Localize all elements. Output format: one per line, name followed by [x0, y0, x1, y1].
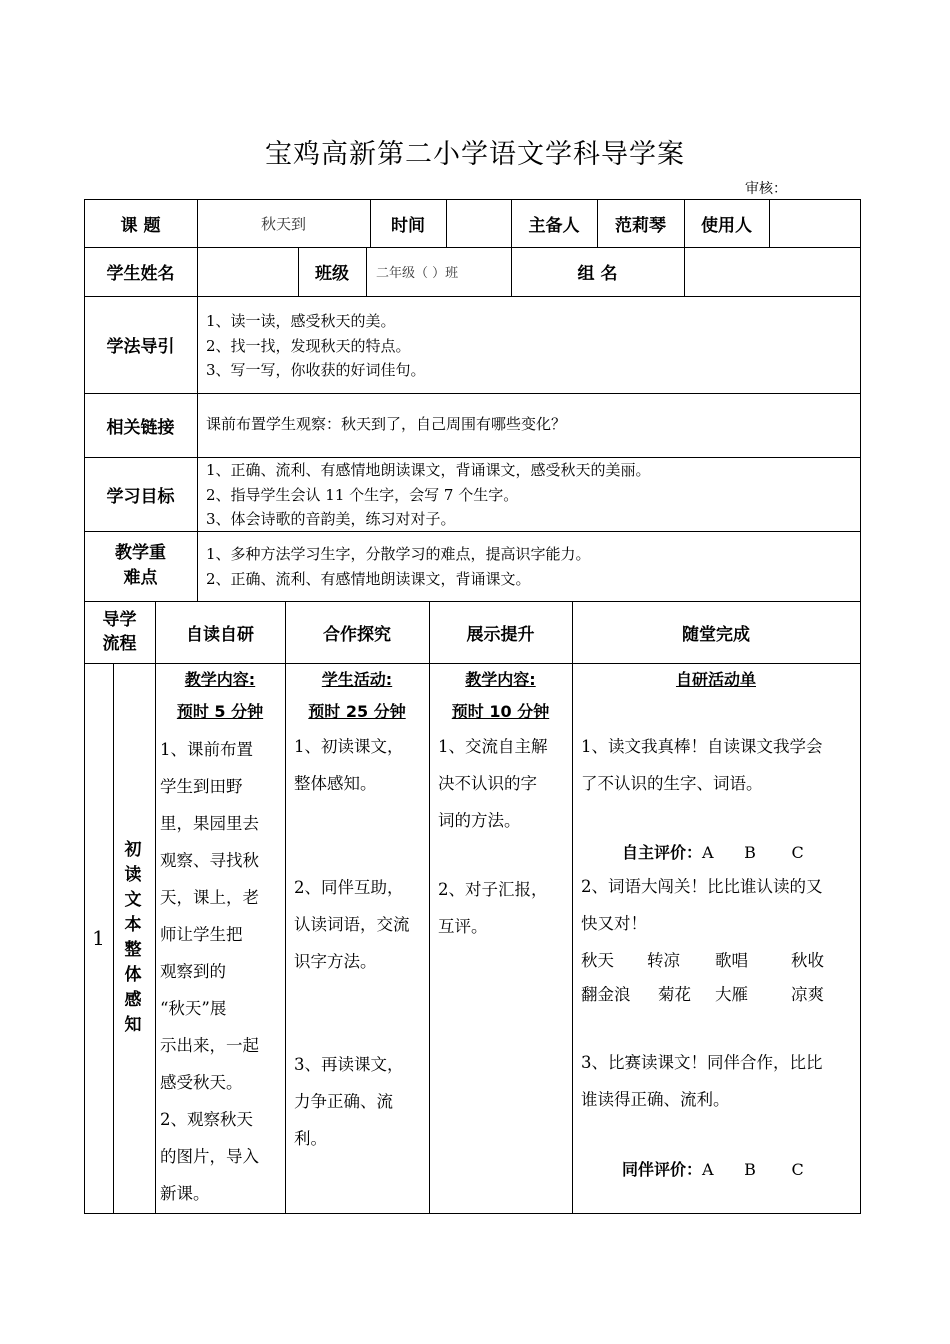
peer-eval — [622, 1157, 804, 1180]
complete-item-2: 2、词语大闯关！比比谁认读的又 快又对！ — [581, 877, 823, 933]
col-complete: 随堂完成 — [682, 624, 750, 645]
goals-list — [206, 458, 651, 532]
word-list — [581, 944, 857, 1012]
show-item-1: 1、交流自主解 决不认识的字 词的方法。 — [438, 737, 548, 830]
goals-label: 学习目标 — [106, 486, 175, 507]
word-item: 大雁 — [715, 985, 748, 1004]
self-eval — [622, 840, 804, 863]
self-read-time: 预时 5 分钟 — [176, 702, 264, 721]
self-read-header: 教学内容: — [184, 670, 256, 689]
word-item: 凉爽 — [791, 985, 824, 1004]
topic-value: 秋天到 — [260, 214, 306, 233]
review-label: 审核： — [745, 181, 787, 197]
group-label: 组 名 — [577, 264, 618, 284]
focus-item: 1、多种方法学习生字，分散学习的难点，提高识字能力。 — [206, 545, 591, 563]
word-item: 秋收 — [791, 951, 824, 970]
method-list — [206, 309, 426, 383]
peer-eval-options[interactable]: A B C — [702, 1160, 804, 1179]
show-header: 教学内容: — [465, 670, 536, 689]
link-label: 相关链接 — [106, 417, 175, 438]
topic-label: 课 题 — [120, 215, 161, 236]
cooperate-item-1: 1、初读课文， 整体感知。 — [294, 737, 404, 793]
prep-value: 范莉琴 — [615, 215, 666, 236]
word-item: 歌唱 — [715, 951, 748, 970]
time-field[interactable] — [446, 199, 511, 247]
self-read-text: 1、课前布置 学生到田野 里，果园里去 观察、寻找秋 天，课上，老 师让学生把 观察到的 “秋天”展 示出来，一起 感受秋天。 2、观察秋天 的图片，导入 新课。 — [160, 740, 259, 1203]
show-content — [434, 666, 567, 731]
cooperate-time: 预时 25 分钟 — [308, 702, 406, 721]
method-item: 1、读一读，感受秋天的美。 — [206, 312, 396, 330]
goal-item: 2、指导学生会认 11 个生字，会写 7 个生字。 — [206, 485, 519, 504]
time-label: 时间 — [391, 215, 425, 236]
goal-item: 1、正确、流利、有感情地朗读课文，背诵课文，感受秋天的美丽。 — [206, 461, 651, 479]
flow-label: 导学 流程 — [102, 610, 137, 654]
self-eval-options[interactable]: A B C — [702, 843, 804, 862]
self-read-content — [160, 666, 280, 1212]
cooperate-header: 学生活动: — [321, 670, 393, 689]
prep-label: 主备人 — [528, 215, 580, 236]
user-field[interactable] — [769, 199, 860, 247]
word-item: 菊花 — [658, 985, 691, 1004]
complete-header: 自研活动单 — [675, 670, 756, 689]
link-text: 课前布置学生观察：秋天到了，自己周围有哪些变化？ — [206, 415, 567, 433]
student-name-label: 学生姓名 — [106, 264, 175, 284]
focus-item: 2、正确、流利、有感情地朗读课文，背诵课文。 — [206, 569, 531, 588]
word-item: 转凉 — [647, 951, 680, 970]
class-label: 班级 — [315, 264, 349, 284]
self-eval-label: 自主评价： — [622, 843, 703, 862]
page-title: 宝鸡高新第二小学语文学科导学案 — [265, 139, 685, 170]
col-self-read: 自读自研 — [186, 624, 254, 645]
col-show: 展示提升 — [466, 624, 535, 645]
group-field[interactable] — [684, 247, 860, 296]
complete-item-1: 1、读文我真棒！自读课文我学会 了不认识的生字、词语。 — [581, 737, 823, 793]
section-number: 1 — [92, 926, 105, 950]
focus-label: 教学重 难点 — [115, 543, 166, 588]
cooperate-item-3: 3、再读课文， 力争正确、流 利。 — [294, 1055, 404, 1148]
stage-label: 初 读 文 本 整 体 感 知 — [124, 840, 142, 1035]
class-value: 二年级（ ）班 — [376, 266, 459, 281]
student-name-field[interactable] — [197, 247, 298, 296]
complete-item-3: 3、比赛读课文！同伴合作，比比 谁读得正确、流利。 — [581, 1053, 823, 1109]
cooperate-content — [290, 666, 424, 731]
peer-eval-label: 同伴评价： — [622, 1160, 703, 1179]
focus-list — [206, 542, 591, 591]
method-label: 学法导引 — [106, 337, 175, 357]
show-time: 预时 10 分钟 — [451, 702, 550, 721]
method-item: 3、写一写，你收获的好词佳句。 — [206, 361, 426, 379]
col-cooperate: 合作探究 — [323, 624, 391, 645]
cooperate-item-2: 2、同伴互助， 认读词语，交流 识字方法。 — [294, 878, 410, 971]
word-item: 秋天 — [581, 951, 614, 970]
method-item: 2、找一找，发现秋天的特点。 — [206, 336, 411, 355]
show-item-2: 2、对子汇报， 互评。 — [438, 880, 548, 936]
user-label: 使用人 — [701, 215, 752, 236]
goal-item: 3、体会诗歌的音韵美，练习对对子。 — [206, 510, 456, 528]
word-item: 翻金浪 — [581, 985, 631, 1004]
